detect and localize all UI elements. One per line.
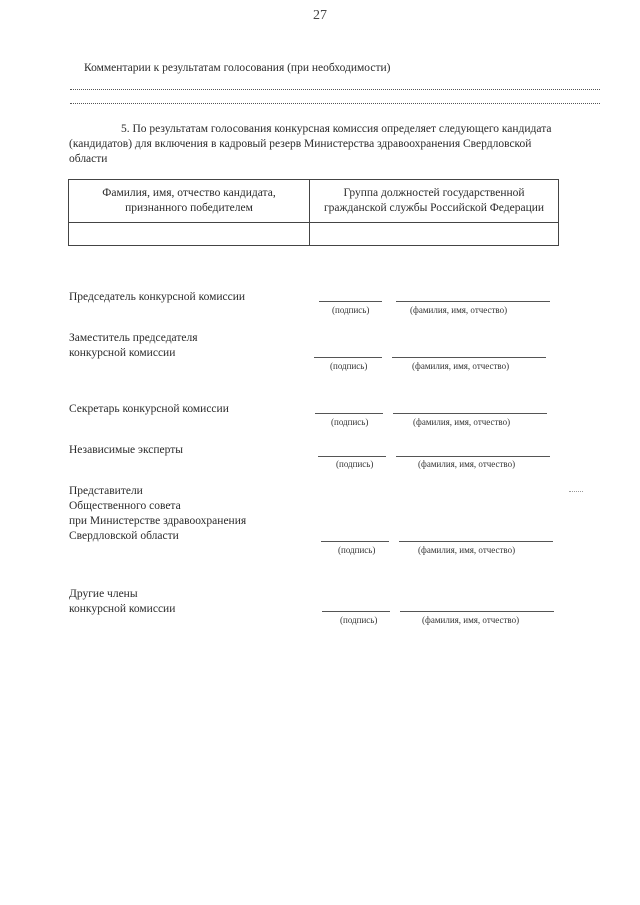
- page-number: 27: [313, 8, 327, 23]
- name-caption: (фамилия, имя, отчество): [412, 361, 510, 371]
- table-cell-position-group[interactable]: [310, 223, 559, 246]
- table-row: [69, 223, 559, 246]
- role-public-council-representatives: Представители Общественного совета при Министерстве здравоохранения Свердловской области: [69, 485, 247, 542]
- role-deputy-chairman: Заместитель председателя конкурсной комиссии: [69, 332, 198, 359]
- signature-caption: (подпись): [336, 459, 374, 469]
- signature-line[interactable]: [318, 456, 386, 457]
- role-independent-experts: Независимые эксперты: [69, 444, 183, 456]
- table-cell-candidate-name[interactable]: [69, 223, 310, 246]
- name-line[interactable]: [393, 413, 547, 414]
- signature-line[interactable]: [319, 301, 382, 302]
- section-5-line: 5. По результатам голосования конкурсная комиссия определяет следующего кандидата: [121, 123, 552, 135]
- comments-dotted-line: [70, 89, 600, 90]
- name-caption: (фамилия, имя, отчество): [422, 615, 520, 625]
- signature-caption: (подпись): [340, 615, 378, 625]
- role-other-members: Другие члены конкурсной комиссии: [69, 588, 176, 615]
- column-header-position-group: Группа должностей государственной гражданской службы Российской Федерации: [310, 180, 559, 223]
- signature-caption: (подпись): [338, 545, 376, 555]
- signature-line[interactable]: [314, 357, 382, 358]
- name-caption: (фамилия, имя, отчество): [410, 305, 508, 315]
- section-5-line: области: [69, 153, 108, 165]
- name-line[interactable]: [400, 611, 554, 612]
- signature-line[interactable]: [322, 611, 390, 612]
- section-5-paragraph: [69, 122, 605, 167]
- scan-artifact: [569, 491, 583, 492]
- comments-label: Комментарии к результатам голосования (при необходимости): [84, 62, 391, 74]
- name-line[interactable]: [396, 456, 550, 457]
- comments-dotted-line: [70, 103, 600, 104]
- role-chairman: Председатель конкурсной комиссии: [69, 291, 246, 303]
- name-line[interactable]: [396, 301, 550, 302]
- column-header-candidate-name: Фамилия, имя, отчество кандидата, признанного победителем: [69, 180, 310, 223]
- signature-caption: (подпись): [332, 305, 370, 315]
- name-caption: (фамилия, имя, отчество): [418, 459, 516, 469]
- winners-table: [68, 179, 559, 246]
- name-line[interactable]: [392, 357, 546, 358]
- name-caption: (фамилия, имя, отчество): [413, 417, 511, 427]
- signature-caption: (подпись): [331, 417, 369, 427]
- role-secretary: Секретарь конкурсной комиссии: [69, 403, 229, 415]
- table-header-row: [69, 180, 559, 223]
- signature-line[interactable]: [315, 413, 383, 414]
- section-5-line: (кандидатов) для включения в кадровый резерв Министерства здравоохранения Свердловской: [69, 138, 532, 150]
- name-caption: (фамилия, имя, отчество): [418, 545, 516, 555]
- name-line[interactable]: [399, 541, 553, 542]
- signature-line[interactable]: [321, 541, 389, 542]
- signature-caption: (подпись): [330, 361, 368, 371]
